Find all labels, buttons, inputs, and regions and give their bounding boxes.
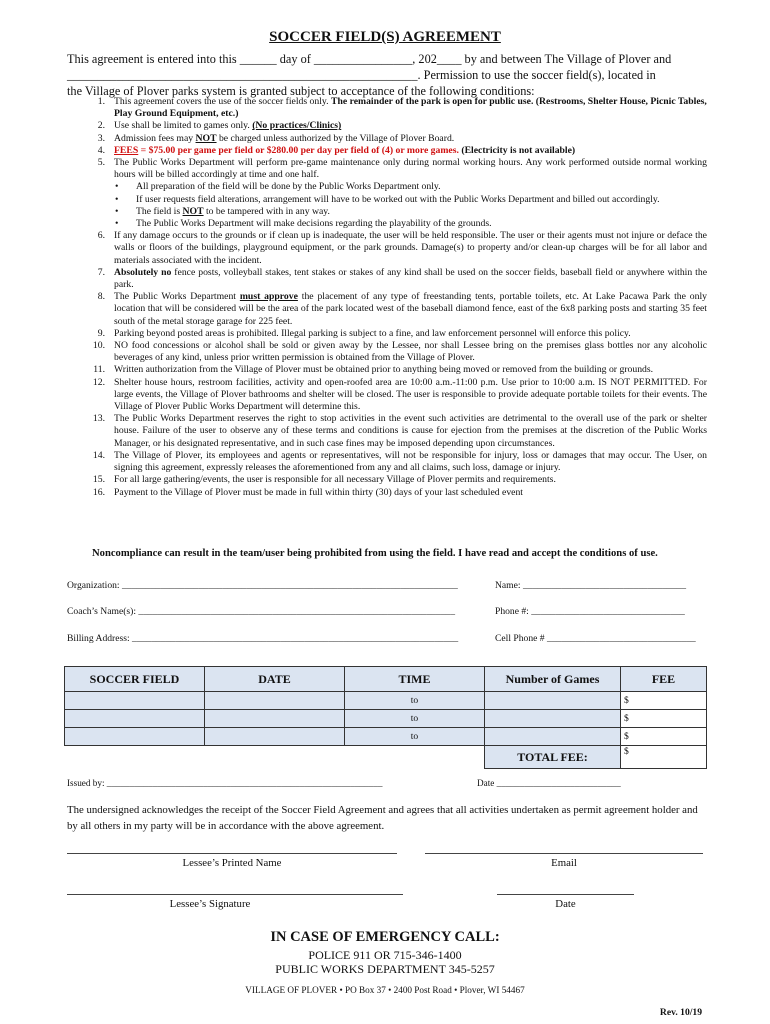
sub-item-text: All preparation of the field will be done by the Public Works Department only. bbox=[136, 181, 441, 193]
sub-item bbox=[67, 218, 707, 230]
billing-address-field[interactable]: Billing Address: ____________________________________________________________________ bbox=[67, 633, 459, 644]
condition-number: 12. bbox=[92, 376, 105, 388]
intro-line-2: _________________________________________________________. Permission to use the soccer field(s), located in bbox=[67, 68, 656, 82]
conditions-list bbox=[67, 96, 707, 499]
footer-address: VILLAGE OF PLOVER • PO Box 37 • 2400 Post Road • Plover, WI 54467 bbox=[245, 985, 525, 995]
condition-bold-text: (Electricity is not available) bbox=[458, 144, 576, 156]
sub-item-text: The Public Works Department will make decisions regarding the playability of the grounds. bbox=[136, 218, 492, 230]
condition-11 bbox=[67, 364, 707, 376]
date-cell[interactable] bbox=[205, 692, 345, 710]
condition-7 bbox=[67, 267, 707, 291]
total-spacer bbox=[65, 746, 485, 769]
date-label: Date bbox=[555, 898, 576, 910]
condition-text: Use shall be limited to games only. bbox=[114, 120, 253, 132]
condition-text: NO food concessions or alcohol shall be sold or given away by the Lessee, nor shall Lessee bring on the premises glass bottles nor any alcoholic beverages of any kind, unless prior written permission is obtained from the Village of Plover. bbox=[114, 340, 707, 364]
email-label: Email bbox=[551, 857, 577, 869]
condition-number: 4. bbox=[97, 144, 105, 156]
condition-number: 11. bbox=[93, 364, 105, 376]
issued-date-field[interactable]: Date ___________________________ bbox=[477, 778, 621, 788]
condition-15 bbox=[67, 474, 707, 486]
bullet-icon: • bbox=[115, 218, 119, 230]
condition-text: the placement of any type of freestanding tents, portable toilets, etc. At Lake Pacawa Park the only location that will be considered will be the area of the park located west of the baseball diamond fence, east of the 6x8 parking posts and starting 35 feet south of the metal storage garage for 225 feet. bbox=[114, 291, 707, 327]
coaches-name-field[interactable]: Coach’s Name(s): __________________________________________________________________ bbox=[67, 606, 455, 617]
date-cell[interactable] bbox=[205, 710, 345, 728]
col-header-fee: FEE bbox=[621, 667, 707, 692]
printed-name-line[interactable] bbox=[67, 853, 397, 854]
fees-text: = $75.00 per game per field or $280.00 per day per field of (4) or more games. bbox=[138, 144, 459, 156]
sub-item-text: to be tampered with in any way. bbox=[203, 205, 330, 217]
condition-9 bbox=[67, 328, 707, 340]
sub-item-text: If user requests field alterations, arrangement will have to be worked out with the Public Works Department and billed out accordingly. bbox=[136, 193, 660, 205]
condition-number: 16. bbox=[92, 486, 105, 498]
emergency-public-works: PUBLIC WORKS DEPARTMENT 345-5257 bbox=[275, 962, 495, 976]
issued-by-field[interactable]: Issued by: ____________________________________________________________ bbox=[67, 778, 383, 788]
condition-bold-text: NOT bbox=[195, 132, 217, 144]
fees-label: FEES bbox=[114, 144, 139, 156]
fee-cell[interactable]: $ bbox=[621, 728, 707, 746]
acknowledgement-text: The undersigned acknowledges the receipt of the Soccer Field Agreement and agrees that all activities undertaken as permit agreement holder and by all others in my party will be in accordance with the above agreement. bbox=[67, 804, 698, 832]
col-header-soccer-field: SOCCER FIELD bbox=[65, 667, 205, 692]
condition-number: 2. bbox=[97, 120, 105, 132]
bullet-icon: • bbox=[115, 181, 119, 193]
total-fee-cell[interactable]: $ bbox=[621, 746, 707, 769]
condition-16 bbox=[67, 487, 707, 499]
cell-phone-field[interactable]: Cell Phone # _______________________________ bbox=[495, 633, 696, 644]
condition-8 bbox=[67, 291, 707, 328]
games-cell[interactable] bbox=[485, 710, 621, 728]
condition-text: The Public Works Department reserves the right to stop activities in the event such activities are detrimental to the overall use of the park or shelter house. Failure of the user to observe any of these terms and conditions is cause for ejection from the premises at the discretion of the Public Works Manager, or his designated representative, and in such case fines may be imposed depending upon circumstances. bbox=[114, 413, 707, 449]
table-row bbox=[65, 692, 707, 710]
emergency-police: POLICE 911 OR 715-346-1400 bbox=[308, 948, 462, 962]
time-cell[interactable]: to bbox=[345, 710, 485, 728]
condition-number: 13. bbox=[92, 413, 105, 425]
fee-table bbox=[64, 666, 707, 769]
noncompliance-statement: Noncompliance can result in the team/user being prohibited from using the field. I have read and accept the conditions of use. bbox=[92, 548, 658, 559]
condition-text: be charged unless authorized by the Village of Plover Board. bbox=[216, 132, 455, 144]
condition-number: 6. bbox=[97, 230, 105, 242]
col-header-number-of-games: Number of Games bbox=[485, 667, 621, 692]
bullet-icon: • bbox=[115, 205, 119, 217]
total-row bbox=[65, 746, 707, 769]
condition-bold-text: Absolutely no bbox=[114, 266, 172, 278]
sub-item bbox=[67, 206, 707, 218]
condition-bold-text: must approve bbox=[239, 291, 298, 303]
name-field[interactable]: Name: __________________________________ bbox=[495, 580, 687, 591]
condition-text: Shelter house hours, restroom facilities, activity and open-roofed area are 10:00 a.m.-11:00 p.m. Use prior to 10:00 a.m. IS NOT PERMITTED. For large events, the Village of Plover bathrooms and shelter will be closed. The user is responsible to provide adequate portable toilets for their events. The Village of Plover Public Works Department will determine this. bbox=[114, 376, 707, 413]
condition-number: 5. bbox=[97, 157, 105, 169]
intro-paragraph bbox=[67, 51, 707, 99]
soccer-field-cell[interactable] bbox=[65, 728, 205, 746]
email-line[interactable] bbox=[425, 853, 703, 854]
sub-item-bold: NOT bbox=[182, 205, 204, 217]
time-cell[interactable]: to bbox=[345, 728, 485, 746]
table-row bbox=[65, 728, 707, 746]
page-title: SOCCER FIELD(S) AGREEMENT bbox=[269, 29, 501, 45]
sub-item bbox=[67, 181, 707, 193]
condition-text: Admission fees may bbox=[114, 132, 196, 144]
condition-bold-text: (No practices/Clinics) bbox=[252, 120, 342, 132]
condition-text: The Public Works Department will perform pre-game maintenance only during normal working hours. Any work performed outside normal working hours will be billed accordingly at time and one half. bbox=[114, 157, 707, 181]
condition-number: 10. bbox=[92, 340, 105, 352]
soccer-field-cell[interactable] bbox=[65, 710, 205, 728]
signature-line[interactable] bbox=[67, 894, 403, 895]
sub-item bbox=[67, 194, 707, 206]
condition-5 bbox=[67, 157, 707, 181]
condition-12 bbox=[67, 377, 707, 414]
condition-number: 8. bbox=[97, 291, 105, 303]
condition-text: The Village of Plover, its employees and agents or representatives, will not be responsible for injury, loss or damages that may occur. The User, on signing this agreement, expressly releases the aforementioned from any and all claims, such loss, damage or injury. bbox=[114, 449, 707, 474]
condition-number: 1. bbox=[97, 96, 105, 107]
time-cell[interactable]: to bbox=[345, 692, 485, 710]
fee-cell[interactable]: $ bbox=[621, 710, 707, 728]
condition-text: If any damage occurs to the grounds or if clean up is inadequate, the user will be held responsible. The user or their agents must not injure or deface the walls or floors of the buildings, playground equipment, or the park grounds. Damage(s) to property and/or clean-up charges will be for all labor and materials associated with the incident. bbox=[114, 230, 707, 266]
printed-name-label: Lessee’s Printed Name bbox=[182, 857, 282, 869]
condition-number: 9. bbox=[97, 327, 105, 339]
condition-number: 3. bbox=[97, 132, 105, 144]
condition-6 bbox=[67, 230, 707, 267]
fee-table-header bbox=[65, 667, 707, 692]
condition-13 bbox=[67, 413, 707, 450]
condition-number: 15. bbox=[92, 474, 105, 486]
condition-text: For all large gathering/events, the user is responsible for all necessary Village of Plover permits and requirements. bbox=[114, 474, 556, 486]
condition-text: Payment to the Village of Plover must be made in full within thirty (30) days of your last scheduled event bbox=[114, 486, 523, 498]
condition-text: The Public Works Department bbox=[114, 291, 240, 303]
phone-field[interactable]: Phone #: ________________________________ bbox=[495, 606, 685, 617]
revision-label: Rev. 10/19 bbox=[659, 1007, 702, 1018]
total-fee-label: TOTAL FEE: bbox=[485, 746, 621, 769]
condition-text: Written authorization from the Village of Plover must be obtained prior to anything being moved or removed from the building or grounds. bbox=[114, 364, 654, 376]
condition-2 bbox=[67, 120, 707, 132]
signature-label: Lessee’s Signature bbox=[169, 898, 251, 910]
condition-10 bbox=[67, 340, 707, 364]
condition-1 bbox=[67, 96, 707, 120]
games-cell[interactable] bbox=[485, 692, 621, 710]
date-line[interactable] bbox=[497, 894, 634, 895]
table-row bbox=[65, 710, 707, 728]
condition-5-subitems bbox=[67, 181, 707, 230]
condition-text: This agreement covers the use of the soccer fields only. bbox=[114, 96, 331, 107]
fee-cell[interactable]: $ bbox=[621, 692, 707, 710]
condition-number: 7. bbox=[97, 266, 105, 278]
condition-14 bbox=[67, 450, 707, 474]
condition-bold-text: The remainder of the park is open for public use. (Restrooms, Shelter House, Picnic Tables, Play Ground Equipment, etc.) bbox=[114, 96, 707, 120]
date-cell[interactable] bbox=[205, 728, 345, 746]
condition-4 bbox=[67, 145, 707, 157]
organization-field[interactable]: Organization: ______________________________________________________________________ bbox=[67, 580, 458, 591]
games-cell[interactable] bbox=[485, 728, 621, 746]
bullet-icon: • bbox=[115, 193, 119, 205]
col-header-date: DATE bbox=[205, 667, 345, 692]
intro-line-3: the Village of Plover parks system is granted subject to acceptance of the following conditions: bbox=[67, 84, 535, 98]
sub-item-text: The field is bbox=[136, 205, 183, 217]
condition-3 bbox=[67, 133, 707, 145]
emergency-heading: IN CASE OF EMERGENCY CALL: bbox=[270, 929, 500, 945]
soccer-field-cell[interactable] bbox=[65, 692, 205, 710]
condition-number: 14. bbox=[92, 449, 105, 461]
condition-text: fence posts, volleyball stakes, tent stakes or stakes of any kind shall be used on the soccer fields, baseball field or anywhere within the park. bbox=[114, 266, 707, 291]
col-header-time: TIME bbox=[345, 667, 485, 692]
condition-text: Parking beyond posted areas is prohibited. Illegal parking is subject to a fine, and law enforcement personnel will enforce this policy. bbox=[114, 327, 631, 339]
intro-line-1: This agreement is entered into this ______ day of ________________, 202____ by and between The Village of Plover and bbox=[67, 52, 672, 66]
